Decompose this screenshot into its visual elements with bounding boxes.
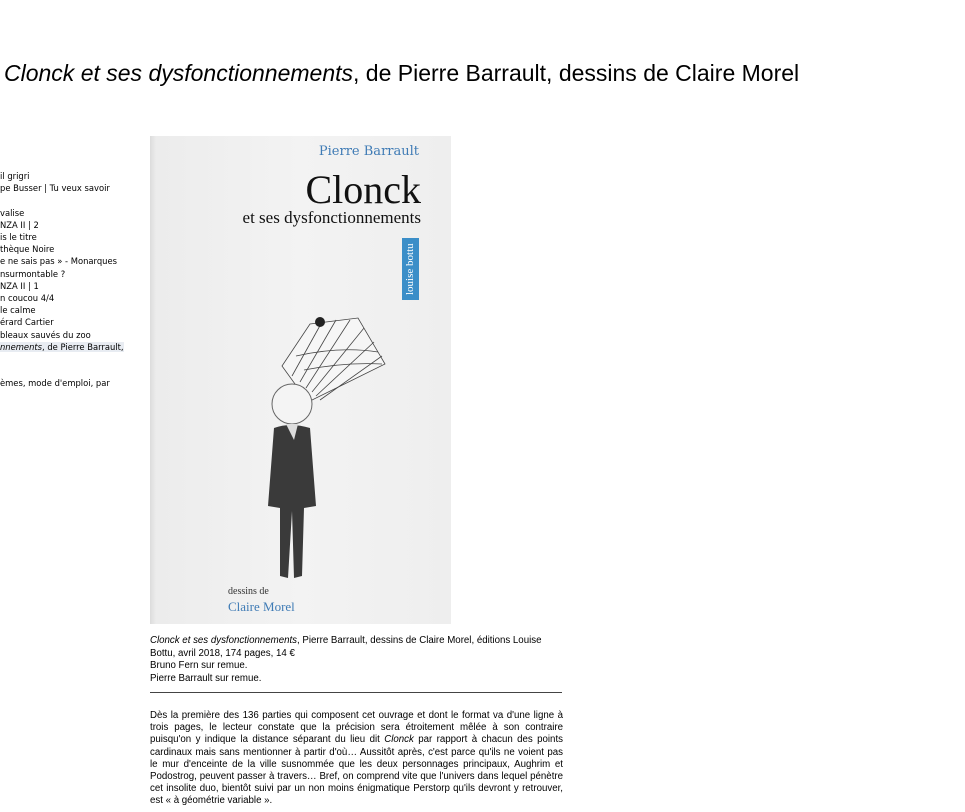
cover-illustration <box>250 316 390 586</box>
sidebar-item[interactable] <box>0 292 112 304</box>
body-italic: Clonck <box>384 734 414 746</box>
sidebar-link[interactable]: bleaux sauvés du zoo <box>0 329 91 340</box>
sidebar-item[interactable] <box>0 207 112 219</box>
publisher-badge: louise bottu <box>402 238 419 300</box>
sidebar-link-current[interactable] <box>0 342 124 352</box>
sidebar-item[interactable] <box>0 219 112 231</box>
sidebar-item[interactable] <box>0 280 112 292</box>
sidebar-item[interactable] <box>0 255 117 267</box>
cover-drawings-label: dessins de <box>228 586 269 597</box>
sidebar-item[interactable] <box>0 304 112 316</box>
caption-link-row <box>150 673 565 686</box>
sidebar-link[interactable]: valise <box>0 207 25 218</box>
sidebar-link[interactable]: pe Busser | Tu veux savoir <box>0 183 110 194</box>
sidebar-item[interactable] <box>0 268 112 280</box>
divider <box>150 692 562 693</box>
caption-link-row <box>150 660 565 673</box>
current-rest: , de Pierre Barrault, <box>42 341 124 352</box>
sidebar-item[interactable] <box>0 231 112 243</box>
bruno-fern-link[interactable]: Bruno Fern sur remue. <box>150 660 248 671</box>
sidebar-item[interactable] <box>0 316 112 328</box>
sidebar-link[interactable]: nsurmontable ? <box>0 268 66 279</box>
sidebar-link[interactable]: érard Cartier <box>0 317 54 328</box>
cover-illustrator: Claire Morel <box>228 599 295 614</box>
current-italic: nnements <box>0 341 43 352</box>
pierre-barrault-link[interactable]: Pierre Barrault sur remue. <box>150 672 262 684</box>
sidebar-link[interactable]: le calme <box>0 305 36 316</box>
sidebar-item[interactable] <box>0 170 112 182</box>
caption-details: , Pierre Barrault, dessins de Claire Morel, éditions Louise Bottu, avril 2018, 174 pages, 14 € <box>150 635 542 659</box>
sidebar-item <box>0 365 112 377</box>
sidebar-link[interactable]: is le titre <box>0 232 37 243</box>
sidebar-item[interactable] <box>0 377 112 389</box>
caption-line <box>150 635 565 660</box>
sidebar-link[interactable]: e ne sais pas » - Monarques <box>0 256 117 267</box>
sidebar-item <box>0 353 112 365</box>
cover-subtitle: et ses dysfonctionnements <box>242 208 421 227</box>
article-title <box>4 60 799 87</box>
cover-author: Pierre Barrault <box>318 144 419 159</box>
title-italic: Clonck et ses dysfonctionnements <box>4 60 354 86</box>
sidebar-link[interactable]: thèque Noire <box>0 244 55 255</box>
title-rest: , de Pierre Barrault, dessins de Claire Morel <box>353 60 800 86</box>
caption-title: Clonck et ses dysfonctionnements <box>150 635 298 646</box>
sidebar-link[interactable]: èmes, mode d'emploi, par <box>0 378 110 389</box>
sidebar-item[interactable] <box>0 243 112 255</box>
book-cover <box>150 136 451 624</box>
man-body <box>268 425 316 578</box>
hat-tip <box>315 317 325 327</box>
body-text-b: par rapport à chacun des points cardinaux mais sans mentionner à partir d'où… Aussitôt après, c'est parce qu'ils ne voient pas le mur d'enceinte de la ville susnommée que les deux personnages principaux, Aughrim et Podostrog, peuvent passer à travers… Bref, on comprend vite que l'univers dans lequel pénètre cet insolite duo, bientôt suivi par un non moins énigmatique Perstorp qu'ils devront y retrouver, est « à géométrie variable ». <box>150 734 563 807</box>
sidebar-item <box>0 194 112 206</box>
cover-title: Clonck <box>305 167 421 212</box>
book-caption <box>150 635 565 685</box>
sidebar-link[interactable]: il grigri <box>0 171 30 181</box>
sidebar-link[interactable]: n coucou 4/4 <box>0 293 55 304</box>
shuttlecock-cork <box>272 384 312 424</box>
sidebar-link[interactable]: NZA II | 1 <box>0 280 39 291</box>
sidebar-item-current[interactable] <box>0 341 124 353</box>
sidebar-list <box>0 170 124 390</box>
article-body <box>150 710 563 808</box>
sidebar-item[interactable] <box>0 182 112 194</box>
body-text-a: Dès la première des 136 parties qui composent cet ouvrage et dont le format va d'une ligne à trois pages, le lecteur constate que la précision sera étroitement mêlée à son contraire puisqu'on y indique la distance séparant du lieu dit <box>150 710 563 746</box>
sidebar-item[interactable] <box>0 329 112 341</box>
sidebar-link[interactable]: NZA II | 2 <box>0 219 39 230</box>
